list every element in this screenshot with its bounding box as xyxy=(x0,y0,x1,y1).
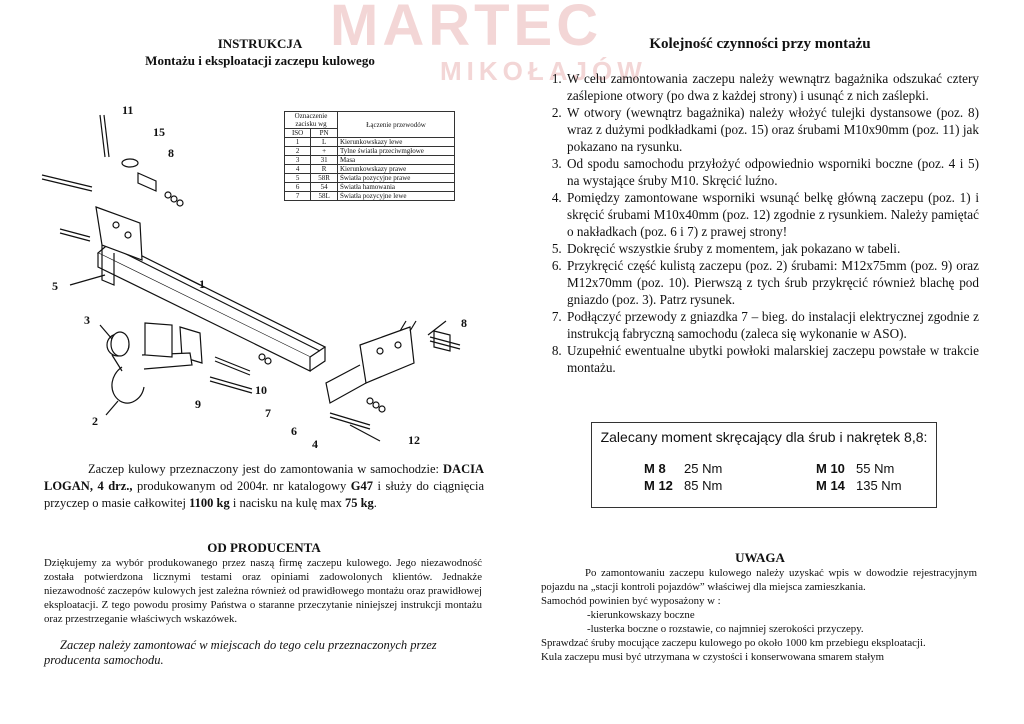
wiring-cell-iso: 3 xyxy=(285,156,311,165)
sequence-step: 4. Pomiędzy zamontowane wsporniki wsunąć belkę główną zaczepu (poz. 1) i skręcić śrubami M10x40mm (poz. 12) zgodnie z rysunkiem. Należy pamiętać o nakładkach (poz. 6 i 7) z prawej strony! xyxy=(565,189,979,240)
producer-text: Dziękujemy za wybór produkowanego przez naszą firmę zaczepu kulowego. Jego niezawodność została potwierdzona licznymi testami oraz opiniami zadowolonych klientów. Jednakże niezawodność zaczepów kulowych jest zależna również od prawidłowego montażu oraz prawidłowej eksploatacji. Z tego powodu prosimy Państwa o staranne przeczytanie niniejszej instrukcji montażu oraz przestrzeganie właściwych wskazówek. xyxy=(44,557,482,625)
wiring-cell-iso: 6 xyxy=(285,183,311,192)
wiring-cell-iso: 7 xyxy=(285,192,311,201)
wiring-cell-iso: 2 xyxy=(285,147,311,156)
wiring-cell-iso: 1 xyxy=(285,138,311,147)
torque-value: 25 Nm xyxy=(684,461,723,476)
warning-p4: Kula zaczepu musi być utrzymana w czystości i konserwowana smarem stałym xyxy=(541,651,884,663)
warning-body xyxy=(541,566,977,664)
wiring-cell-desc: Światła pozycyjne lewe xyxy=(338,192,455,201)
wiring-cell-pn: 54 xyxy=(311,183,338,192)
wiring-col-pn: PN xyxy=(311,129,338,138)
wiring-cell-desc: Kierunkowskazy prawe xyxy=(338,165,455,174)
torque-value: 85 Nm xyxy=(684,478,723,493)
torque-size: M 10 xyxy=(816,461,845,476)
wiring-cell-desc: Światła pozycyjne prawe xyxy=(338,174,455,183)
wiring-cell-desc: Masa xyxy=(338,156,455,165)
diagram-label-6: 6 xyxy=(291,424,297,438)
desc-text-5: . xyxy=(373,496,377,510)
hitch-exploded-diagram xyxy=(30,95,500,455)
torque-item xyxy=(644,478,722,493)
desc-trailer-mass: 1100 kg xyxy=(189,496,230,510)
wiring-cell-desc: Tylne światła przeciwmgłowe xyxy=(338,147,455,156)
torque-header: Zalecany moment skręcający dla śrub i nakrętek 8,8: xyxy=(600,429,928,445)
sequence-step: 3. Od spodu samochodu przyłożyć odpowiednio wsporniki boczne (poz. 4 i 5) na wystające śruby M10. Skręcić luźno. xyxy=(565,155,979,189)
diagram-label-11: 11 xyxy=(122,103,134,117)
torque-item xyxy=(816,478,902,493)
product-description xyxy=(44,461,484,512)
warning-p1: Po zamontowaniu zaczepu kulowego należy uzyskać wpis w dowodzie rejestracyjnym pojazdu na „stacji kontroli pojazdów” właściwej dla miejsca zamieszkania. xyxy=(541,567,977,593)
diagram-label-4: 4 xyxy=(312,437,318,451)
diagram-label-7: 7 xyxy=(265,406,271,420)
torque-size: M 14 xyxy=(816,478,845,493)
warning-p3: Sprawdzać śruby mocujące zaczepu kulowego po około 1000 km przebiegu eksploatacji. xyxy=(541,637,926,649)
sequence-steps xyxy=(541,70,979,376)
diagram-label-3: 3 xyxy=(84,313,90,327)
wiring-cell-pn: 58L xyxy=(311,192,338,201)
diagram-label-2: 2 xyxy=(92,414,98,428)
page-subtitle: Montażu i eksploatacji zaczepu kulowego xyxy=(145,53,375,68)
torque-item xyxy=(816,461,894,476)
torque-value: 135 Nm xyxy=(856,478,902,493)
torque-item xyxy=(644,461,722,476)
watermark-logo: MARTEC xyxy=(330,0,603,58)
sequence-step: 2. W otwory (wewnątrz bagażnika) należy włożyć tulejki dystansowe (poz. 8) wraz z dużymi podkładkami (poz. 15) oraz śrubami M10x90mm (poz. 11) jak pokazano na rysunku. xyxy=(565,104,979,155)
wiring-cell-desc: Kierunkowskazy lewe xyxy=(338,138,455,147)
wiring-cell-pn: 58R xyxy=(311,174,338,183)
torque-size: M 8 xyxy=(644,461,666,476)
sequence-step: 5. Dokręcić wszystkie śruby z momentem, jak pokazano w tabeli. xyxy=(565,240,979,257)
diagram-label-9: 9 xyxy=(195,397,201,411)
sequence-title: Kolejność czynności przy montażu xyxy=(649,36,871,52)
wiring-cell-pn: + xyxy=(311,147,338,156)
sequence-step: 6. Przykręcić część kulistą zaczepu (poz. 2) śrubami: M12x75mm (poz. 9) oraz M12x70mm (poz. 10). Pierwszą z tych śrub przykręcić również blachę pod gniazdo (poz. 3). Patrz rysunek. xyxy=(565,257,979,308)
producer-title: OD PRODUCENTA xyxy=(207,540,321,555)
diagram-label-10: 10 xyxy=(255,383,267,397)
desc-car-model: DACIA LOGAN, 4 drz., xyxy=(44,462,484,493)
diagram-label-1: 1 xyxy=(199,277,205,291)
warning-item-2: -lusterka boczne o rozstawie, co najmniej szerokości przyczepy. xyxy=(587,623,864,635)
wiring-cell-iso: 5 xyxy=(285,174,311,183)
desc-intro: Zaczep kulowy przeznaczony jest do zamontowania w samochodzie: xyxy=(88,462,439,476)
diagram-label-5: 5 xyxy=(52,279,58,293)
warning-item-1: -kierunkowskazy boczne xyxy=(587,609,695,621)
desc-catalog-number: G47 xyxy=(350,479,373,493)
wiring-col-connection: Łączenie przewodów xyxy=(338,112,455,138)
desc-text-3: i służy do ciągnięcia przyczep o masie całkowitej xyxy=(44,479,484,510)
wiring-col-iso: ISO xyxy=(285,129,311,138)
sequence-step: 7. Podłączyć przewody z gniazdka 7 – bieg. do instalacji elektrycznej zgodnie z instrukcją fabryczną samochodu (zaleca się wykonanie w ASO). xyxy=(565,308,979,342)
desc-ball-load: 75 kg xyxy=(344,496,374,510)
wiring-cell-iso: 4 xyxy=(285,165,311,174)
torque-value: 55 Nm xyxy=(856,461,895,476)
wiring-cell-pn: R xyxy=(311,165,338,174)
diagram-label-12: 12 xyxy=(408,433,420,447)
torque-size: M 12 xyxy=(644,478,673,493)
warning-p2: Samochód powinien być wyposażony w : xyxy=(541,595,721,607)
torque-table xyxy=(591,422,937,508)
sequence-step: 1. W celu zamontowania zaczepu należy wewnątrz bagażnika odszukać cztery zaślepione otwory (po dwa z każdej strony) i usunąć z nich zaślepki. xyxy=(565,70,979,104)
warning-title: UWAGA xyxy=(735,550,785,565)
wiring-cell-desc: Światła hamowania xyxy=(338,183,455,192)
page-title: INSTRUKCJA xyxy=(217,36,303,51)
desc-text-4: i nacisku na kulę max xyxy=(229,496,345,510)
diagram-label-8b: 8 xyxy=(461,316,467,330)
sequence-step: 8. Uzupełnić ewentualne ubytki powłoki malarskiej zaczepu powstałe w trakcie montażu. xyxy=(565,342,979,376)
producer-note: Zaczep należy zamontować w miejscach do tego celu przeznaczonych przez producenta samochodu. xyxy=(44,638,437,667)
watermark-logo-sub: MIKOŁAJÓW xyxy=(440,56,647,86)
wiring-cell-pn: L xyxy=(311,138,338,147)
wiring-col-terminal: Oznaczenie zacisku wg xyxy=(285,112,338,129)
diagram-label-8: 8 xyxy=(168,146,174,160)
desc-text-2: produkowanym od 2004r. nr katalogowy xyxy=(132,479,351,493)
diagram-label-15: 15 xyxy=(153,125,165,139)
wiring-cell-pn: 31 xyxy=(311,156,338,165)
